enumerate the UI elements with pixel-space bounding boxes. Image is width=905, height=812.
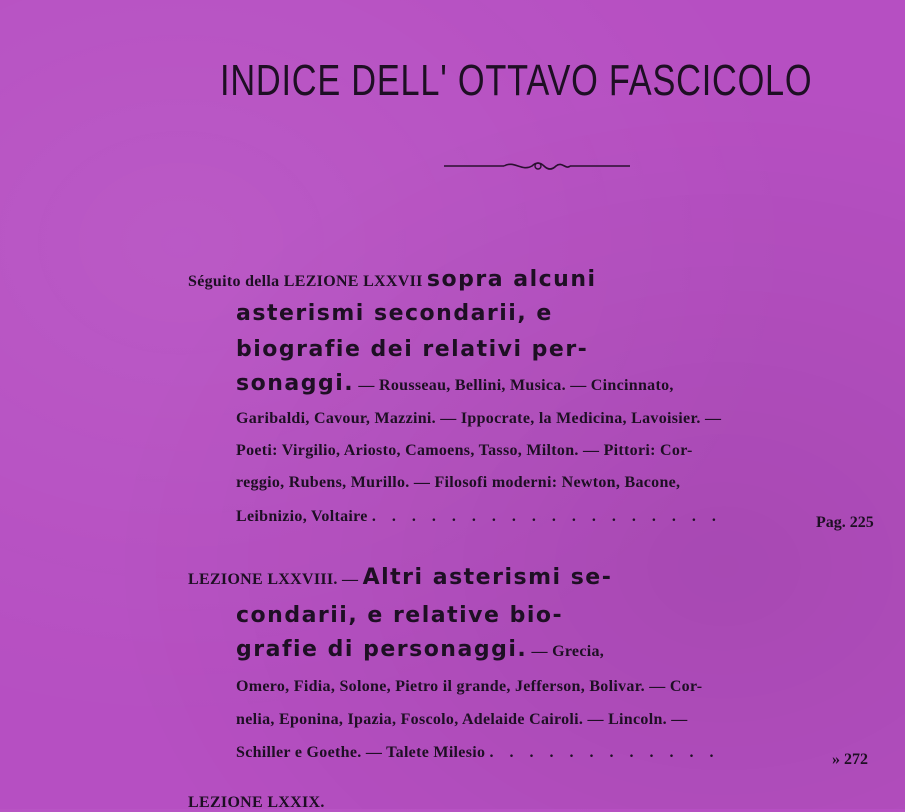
page-reference: Pag. 225 xyxy=(816,514,874,531)
entry-intro-text: Séguito della LEZIONE LXXVII xyxy=(188,273,423,290)
dot-leader: . . . . . . . . . . . . . . . . . . xyxy=(371,508,722,525)
entry-body-text: Schiller e Goethe. — Talete Milesio xyxy=(236,744,486,761)
entry-heading-text: sopra alcuni xyxy=(426,267,597,292)
entry-heading-text: asterismi secondarii, e xyxy=(236,301,553,326)
entry-body-text: Omero, Fidia, Solone, Pietro il grande, Jefferson, Bolivar. — Cor- xyxy=(236,678,703,695)
entry-body-text: Poeti: Virgilio, Ariosto, Camoens, Tasso, Milton. — Pittori: Cor- xyxy=(236,442,693,459)
entry-body-text: — Grecia, xyxy=(531,643,605,660)
entry-body-text: — Rousseau, Bellini, Musica. — Cincinnato, xyxy=(358,377,674,394)
dot-leader: . . . . . . . . . . . . xyxy=(489,744,720,761)
entry-heading-text: biografie dei relativi per- xyxy=(236,337,589,362)
entry-intro-text: LEZIONE LXXVIII. — xyxy=(188,571,359,588)
entry-heading-text: condarii, e relative bio- xyxy=(236,603,564,628)
entry-body-text: Garibaldi, Cavour, Mazzini. — Ippocrate, la Medicina, Lavoisier. — xyxy=(236,410,722,427)
entry-line xyxy=(236,634,604,668)
entry-line xyxy=(236,670,702,703)
entry-line xyxy=(236,703,688,736)
entry-line xyxy=(236,736,720,769)
page-title: INDICE DELL' OTTAVO FASCICOLO xyxy=(220,56,813,105)
entry-body-text: reggio, Rubens, Murillo. — Filosofi moderni: Newton, Bacone, xyxy=(236,474,681,491)
page-reference: » 272 xyxy=(832,751,868,768)
entry-heading-text: grafie di personaggi. xyxy=(236,637,528,662)
entry-line xyxy=(236,600,563,633)
entry-line xyxy=(188,562,612,596)
entry-body-text: nelia, Eponina, Ipazia, Foscolo, Adelaide Cairoli. — Lincoln. — xyxy=(236,711,688,728)
entry-body-text: Leibnizio, Voltaire xyxy=(236,508,368,525)
entry-heading-text: sonaggi. xyxy=(236,371,355,396)
entry-heading-text: Altri asterismi se- xyxy=(362,565,613,590)
cut-off-next-entry: LEZIONE LXXIX. xyxy=(188,794,325,811)
